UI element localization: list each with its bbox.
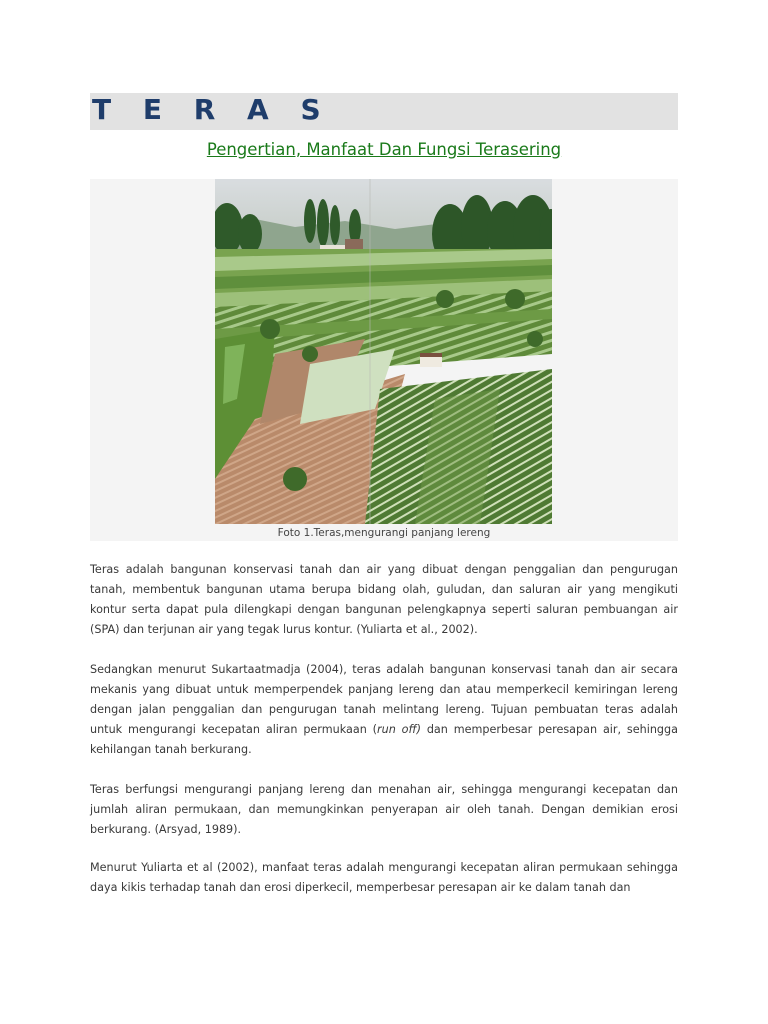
figure-caption: Foto 1.Teras,mengurangi panjang lereng	[277, 527, 491, 539]
paragraph-3: Teras berfungsi mengurangi panjang lereng dan menahan air, sehingga mengurangi kecepatan dan jumlah aliran permukaan, dan memungkinkan penyerapan air oleh tanah. Dengan demikian erosi berkurang. (Arsyad, 1989).	[90, 783, 678, 836]
paragraph-2-text-b: dan memperbesar peresapan air, sehingga kehilangan tanah berkurang.	[90, 723, 678, 756]
title-bar	[90, 93, 678, 130]
subtitle-link[interactable]: Pengertian, Manfaat Dan Fungsi Terasering	[206, 140, 562, 159]
paragraph-1: Teras adalah bangunan konservasi tanah dan air yang dibuat dengan penggalian dan pengurugan tanah, membentuk bangunan utama berupa bidang olah, guludan, dan saluran air yang mengikuti kontur serta dapat pula dilengkapi dengan bangunan pelengkapnya seperti saluran pembuangan air (SPA) dan terjunan air yang tegak lurus kontur. (Yuliarta et al., 2002).	[90, 563, 678, 636]
paragraph-2-italic: run off)	[377, 723, 421, 736]
paragraph-2-text-a: Sedangkan menurut Sukartaatmadja (2004), teras adalah bangunan konservasi tanah dan air secara mekanis yang dibuat untuk memperpendek panjang lereng dan atau memperkecil kemiringan lereng dengan jalan penggalian dan pengurugan tanah melintang lereng. Tujuan pembuatan teras adalah untuk mengurangi kecepatan aliran permukaan (	[90, 663, 678, 736]
paragraph-4: Menurut Yuliarta et al (2002), manfaat teras adalah mengurangi kecepatan aliran permukaan sehingga daya kikis terhadap tanah dan erosi diperkecil, memperbesar peresapan air ke dalam tanah dan	[90, 861, 678, 894]
terraced-field-photo	[215, 179, 552, 524]
figure	[90, 179, 678, 541]
paragraph-2	[90, 660, 678, 760]
page-title: T E R A S	[92, 93, 332, 126]
